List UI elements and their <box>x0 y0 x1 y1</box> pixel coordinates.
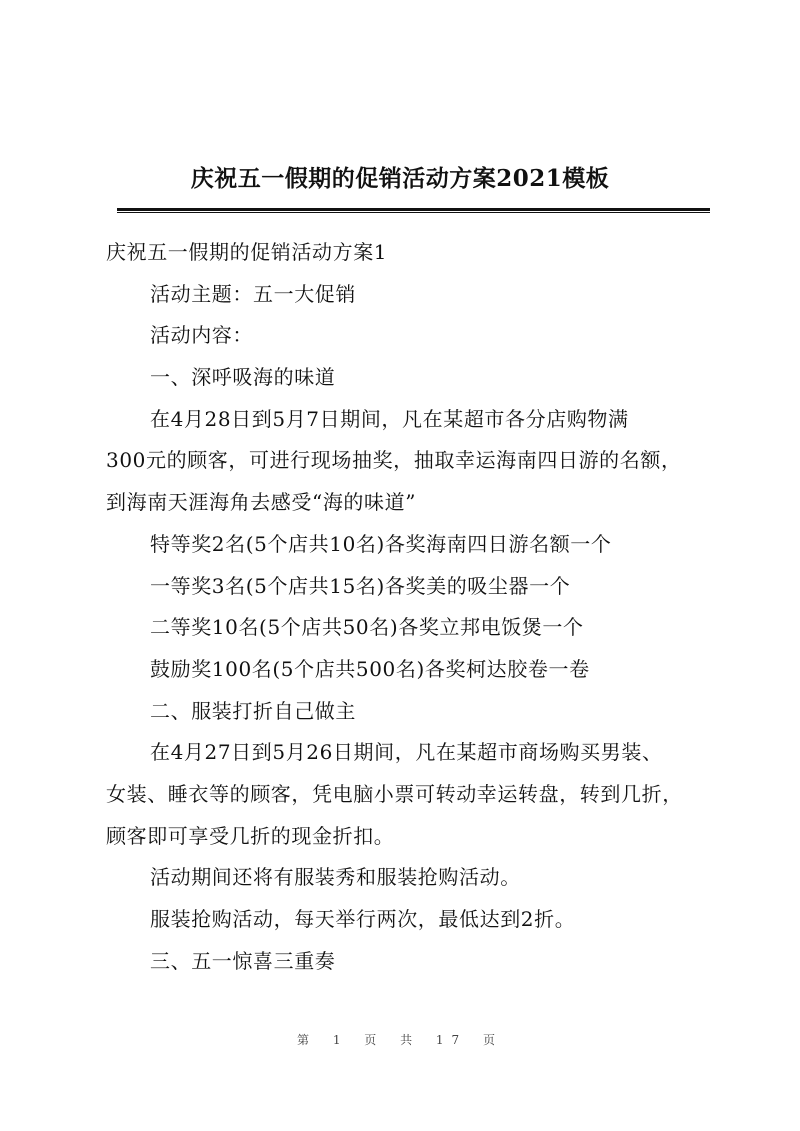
paragraph-line: 活动内容： <box>150 323 253 348</box>
prize-line: 二等奖10名(5个店共50名)各奖立邦电饭煲一个 <box>150 615 584 640</box>
paragraph-line: 活动期间还将有服装秀和服装抢购活动。 <box>150 865 521 890</box>
prize-line: 特等奖2名(5个店共10名)各奖海南四日游名额一个 <box>150 531 612 556</box>
paragraph-line: 300元的顾客，可进行现场抽奖，抽取幸运海南四日游的名额， <box>106 448 682 473</box>
prize-line: 一等奖3名(5个店共15名)各奖美的吸尘器一个 <box>150 573 571 598</box>
document-body <box>106 232 706 982</box>
paragraph-line: 顾客即可享受几折的现金折扣。 <box>106 823 395 848</box>
prize-line: 鼓励奖100名(5个店共500名)各奖柯达胶卷一卷 <box>150 656 590 681</box>
section-heading: 庆祝五一假期的促销活动方案1 <box>106 240 388 264</box>
paragraph-line: 在4月28日到5月7日期间，凡在某超市各分店购物满 <box>150 406 629 431</box>
paragraph-line: 到海南天涯海角去感受“海的味道” <box>106 490 417 515</box>
paragraph-line: 在4月27日到5月26日期间，凡在某超市商场购买男装、 <box>150 740 663 765</box>
subsection-heading: 一、深呼吸海的味道 <box>150 365 336 390</box>
subsection-heading: 三、五一惊喜三重奏 <box>150 948 336 973</box>
paragraph-line: 女装、睡衣等的顾客，凭电脑小票可转动幸运转盘，转到几折， <box>106 781 683 806</box>
title-divider <box>117 208 710 213</box>
paragraph-line: 活动主题：五一大促销 <box>150 281 356 306</box>
subsection-heading: 二、服装打折自己做主 <box>150 698 356 723</box>
page-number-footer: 第 1 页 共 17 页 <box>297 1033 503 1047</box>
paragraph-line: 服装抢购活动，每天举行两次，最低达到2折。 <box>150 907 576 931</box>
document-title: 庆祝五一假期的促销活动方案2021模板 <box>190 165 610 192</box>
